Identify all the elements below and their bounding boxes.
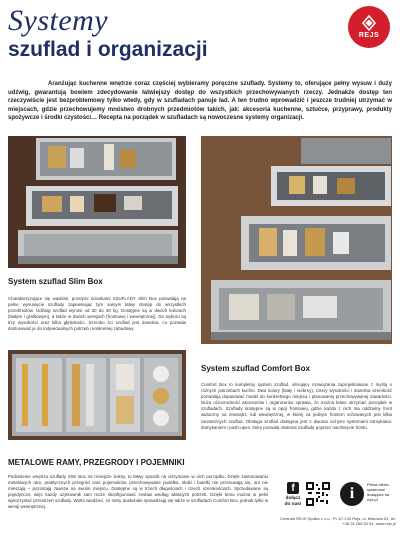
qr-code-icon[interactable] <box>306 482 330 506</box>
page-title-line2: szuflad i organizacji <box>8 38 208 61</box>
facebook-link[interactable] <box>283 482 303 512</box>
slim-box-caption: System szuflad Slim Box <box>8 277 103 286</box>
social-label: dołącz do nas! <box>284 496 302 507</box>
metal-frames-text: Podzielenie wnętrza szuflady Slim Box na mniejsze boksy, to łatwy sposób na utrzymanie w nich porządku. Dzięki zastosowaniu metalowych ram, praktycznych przegród oraz pojemników, przechowywane pudełka, słoiki i butelki nie przesuwają się, ani nie mieszają – pozostają zawsze na swoim miejscu. Dostępne są w trzech długościach i trzech szerokościach. Sprzedawane są pojedynczo, więc każdy użytkownik sam może skonfigurować zestaw według własnych potrzeb. Dzięki temu można w pełni wykorzystać przestrzeń szuflady. Warto wiedzieć, że ramy doskonale sprawdzają się także w szufladach Comfort Box, jednak tylko w wersji wewnętrznej. <box>8 474 268 510</box>
slim-box-photo <box>8 136 186 268</box>
comfort-box-caption: System szuflad Comfort Box <box>201 364 310 373</box>
info-text: Pełna oferta systemów dostępna na rejs.pl <box>367 482 390 502</box>
intro-paragraph: Aranżując kuchenne wnętrze coraz częściej wybieramy poręczne szuflady. Systemy to, oferujące pełny wysuw i duży udźwig, gwarantują bowiem zdecydowanie łatwiejszy dostęp do wszystkich przechowywanych rzeczy. Jednakże dostęp ten rzeczywiście jest bezproblemowy tylko wtedy, gdy w szufladach panuje ład. A ten trudno wprowadzić i jeszcze trudniej utrzymać w miejscach, gdzie przechowujemy mnóstwo drobnych przedmiotów takich, jak: akcesoria kuchenne, sztućce, przyprawy, produkty spożywcze i środki czystości… Recepta na porządek w szufladach są nowoczesne systemy organizacji. <box>8 81 392 122</box>
rejs-logo-icon <box>361 15 377 31</box>
metal-frames-caption: METALOWE RAMY, PRZEGRODY I POJEMNIKI <box>8 458 185 467</box>
footer-address: Centrala REJS Spółka z o.o., PL 67-140 Rejs, ul. Miarowa 61, tel. +48 24 268 50 61, www.rejs.pl <box>279 516 396 526</box>
slim-box-text: Charakteryzujące się wąskimi, prostymi ściankami SZUFLADY Slim Box pozwalają na pełne wysunięcie szuflady zapewniając tym samym łatwy dostęp do wszystkich przedmiotów. Udźwig szuflad wynosi od 30 do 40 kg. Dostępne są w dwóch kolorach (białym i grafitowym), a także w dwóch wersjach (frontowej i wewnętrznej). Do wyboru są trzy wysokości oraz kilka głębokości. Szeroko ści szuflad jest dowolna, co pozwala dostosować je do indywidualnych potrzeb i konkretnej zabudowy. <box>8 296 186 332</box>
facebook-icon: f <box>287 482 299 494</box>
comfort-box-text: Comfort Box to kompletny system szuflad, oferujący rozwiązania zaprojektowane z myślą o różnych potrzebach kuchni. Dwa kolory (biały i srebrny), cztery wysokości i dowolna szerokość pozwalają dopasować model do konkretnego miejsca i planowanej przechowywanej zawartości. Duża różnorodność akcesoriów i organizerów sprawia, że można łatwo utrzymać porządek w szufladach. Szuflady dostępne są w opcji frontowej, gdzie każda z nich ma oddzielny front widoczny na zewnątrz, lub wewnętrznej, w której za jednym frontem schowanych jest kilka niezależnych szuflad. Obsługa szuflad dostępna jest z dwoma cichymi systemami zamykania: domykaniem i push-open, który pozwala otwierać szufladę poprzez naciśnięcie frontu. <box>201 382 392 430</box>
page-title-line1: Systemy <box>8 4 109 37</box>
info-icon[interactable]: i <box>340 482 364 506</box>
comfort-box-photo <box>201 136 392 344</box>
organizer-trays-photo <box>8 350 186 440</box>
logo-text: REJS <box>358 32 380 39</box>
brand-logo[interactable] <box>348 6 390 48</box>
